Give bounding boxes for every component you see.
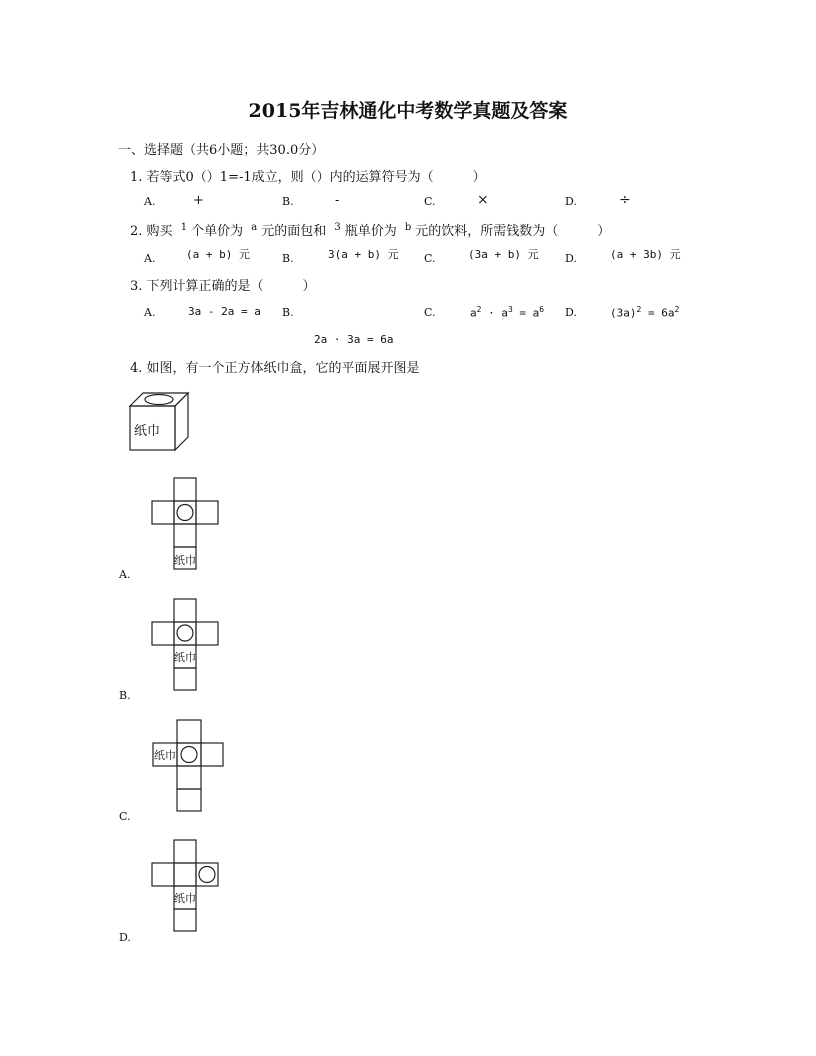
q4-option-d-label: D. [119, 931, 131, 944]
q3-c-base: a [470, 306, 477, 320]
q2-option-a-value: (a + b) 元 [186, 248, 250, 261]
net-circle-icon [199, 867, 215, 883]
q3-d-base: (3a) [610, 306, 637, 320]
q3-d-exp-1: 2 [636, 305, 642, 314]
q2-text-mid2: 元的面包和 [261, 224, 327, 239]
q2-option-b-label: B. [282, 252, 294, 265]
net-option-c [152, 719, 226, 813]
q3-c-dot: · a [481, 306, 508, 320]
q2-text-mid1: 个单价为 [191, 224, 244, 239]
question-3: 3. 下列计算正确的是（ ） [130, 279, 316, 294]
question-2 [130, 220, 610, 239]
question-1: 1. 若等式0（）1=-1成立，则（）内的运算符号为（ ） [130, 170, 486, 185]
q1-option-c-label: C. [424, 195, 436, 208]
net-b-label: 纸巾 [174, 651, 196, 664]
q1-option-a-value: + [193, 193, 204, 208]
q1-option-d-value: ÷ [619, 192, 631, 208]
q2-option-a-label: A. [144, 252, 156, 265]
net-d-label: 纸巾 [174, 892, 196, 905]
net-circle-icon [177, 625, 193, 641]
q2-option-d-label: D. [565, 252, 577, 265]
q3-option-a-value: 3a - 2a = a [188, 305, 261, 318]
net-option-d [150, 839, 222, 933]
q2-text-mid3: 瓶单价为 [344, 224, 397, 239]
q2-number-1: 1 [180, 221, 188, 233]
q1-option-d-label: D. [565, 195, 577, 208]
section-heading: 一、选择题（共6小题；共30.0分） [118, 143, 325, 158]
q2-var-a: a [251, 221, 258, 233]
q3-d-eq: = 6a [641, 306, 675, 320]
q3-c-eq: = a [512, 306, 540, 320]
q3-d-exp-2: 2 [674, 305, 680, 314]
q3-c-exp-3: 6 [539, 305, 545, 314]
q2-text-post: 元的饮料，所需钱数为（ ） [415, 224, 611, 239]
net-circle-icon [181, 747, 197, 763]
net-c-label: 纸巾 [154, 749, 176, 762]
q3-option-a-label: A. [144, 306, 156, 319]
question-4: 4. 如图，有一个正方体纸巾盒，它的平面展开图是 [130, 361, 420, 376]
q1-option-c-value: × [477, 192, 489, 208]
q2-var-b: b [404, 221, 412, 233]
net-circle-icon [177, 505, 193, 521]
q3-option-c-value [470, 305, 544, 320]
q1-option-b-value: - [335, 193, 340, 208]
page-title: 2015年吉林通化中考数学真题及答案 [248, 100, 568, 122]
q3-option-b-label: B. [282, 306, 294, 319]
cube-side-face [175, 393, 188, 450]
q2-number-3: 3 [334, 221, 341, 233]
net-option-b [150, 598, 222, 692]
q3-option-d-value [610, 305, 679, 320]
q1-option-a-label: A. [144, 195, 156, 208]
q2-text-pre: 2. 购买 [130, 224, 173, 239]
q3-c-exp-1: 2 [476, 305, 482, 314]
tissue-box-label: 纸巾 [134, 424, 161, 439]
q3-c-exp-2: 3 [507, 305, 513, 314]
net-a-label: 纸巾 [174, 554, 196, 567]
q3-option-d-label: D. [565, 306, 577, 319]
q3-option-c-label: C. [424, 306, 436, 319]
q4-option-b-label: B. [119, 689, 131, 702]
q2-option-c-label: C. [424, 252, 436, 265]
cube-top-opening [145, 395, 173, 405]
q4-option-c-label: C. [119, 810, 131, 823]
q3-option-b-value: 2a · 3a = 6a [314, 333, 394, 346]
q2-option-d-value: (a + 3b) 元 [610, 248, 681, 261]
q4-option-a-label: A. [119, 568, 131, 581]
q2-option-c-value: (3a + b) 元 [468, 248, 539, 261]
q2-option-b-value: 3(a + b) 元 [328, 248, 399, 261]
tissue-box-figure [128, 390, 192, 454]
net-option-a [150, 477, 222, 571]
q1-option-b-label: B. [282, 195, 294, 208]
